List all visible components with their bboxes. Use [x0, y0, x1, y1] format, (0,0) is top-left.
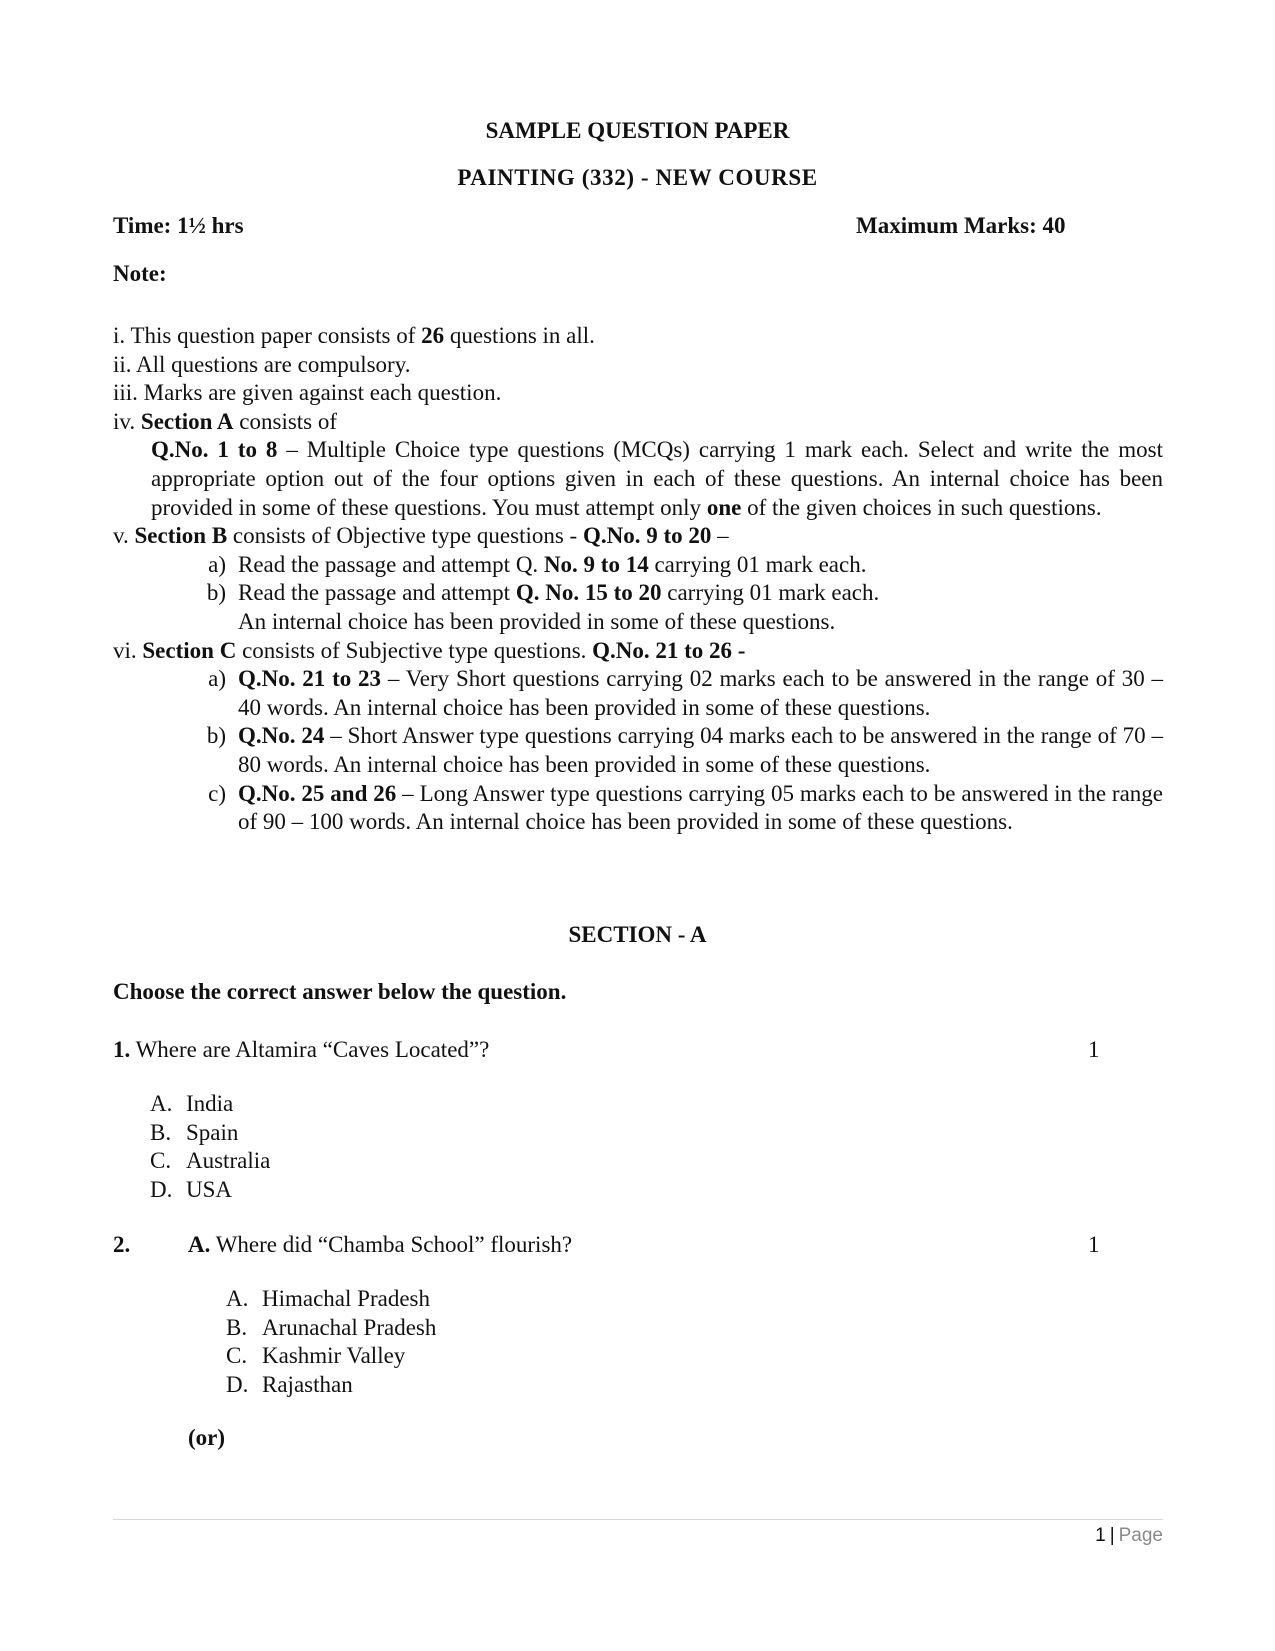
instructions-list [113, 322, 1163, 837]
note-iii: iii. Marks are given against each question. [113, 380, 502, 406]
note-vi: vi. Section C consists of Subjective type questions. Q.No. 21 to 26 - [113, 637, 746, 663]
question-2: A. Where did “Chamba School” flourish? [188, 1232, 573, 1257]
question-1-options [150, 1090, 270, 1205]
option: A. India [150, 1091, 234, 1116]
option: D. Rajasthan [226, 1372, 353, 1398]
note-vi-c: c) Q.No. 25 and 26 – Long Answer type questions carrying 05 marks each to be answered in the range of 90 – 100 words. An internal choice has been provided in some of these questions. [208, 780, 1163, 835]
page-label: Page [1118, 1525, 1163, 1546]
option: B. Arunachal Pradesh [226, 1314, 437, 1340]
note-v-a: a) Read the passage and attempt Q. No. 9 to 14 carrying 01 mark each. [208, 551, 867, 577]
page-footer [1095, 1525, 1163, 1547]
question-1-marks: 1 [1088, 1037, 1100, 1062]
question-1: 1. Where are Altamira “Caves Located”? [113, 1037, 490, 1062]
option: D. USA [150, 1177, 233, 1203]
section-a-heading: SECTION - A [568, 922, 707, 947]
option: A. Himachal Pradesh [226, 1286, 430, 1311]
option: B. Spain [150, 1119, 239, 1145]
note-v-b: b) Read the passage and attempt Q. No. 15 to 20 carrying 01 mark each. An internal choice has been provided in some of these questions. [206, 580, 880, 634]
maximum-marks: Maximum Marks: 40 [856, 213, 1066, 238]
paper-title: SAMPLE QUESTION PAPER [485, 118, 790, 143]
note-heading: Note: [113, 261, 167, 286]
question-2-options [226, 1285, 436, 1400]
footer-divider [113, 1519, 1163, 1520]
option: C. Australia [150, 1148, 271, 1174]
question-2-marks: 1 [1088, 1232, 1100, 1257]
note-iv-detail: Q.No. 1 to 8 – Multiple Choice type questions (MCQs) carrying 1 mark each. Select and write the most appropriate option out of the four options given in each of these questions. An internal choice has been provided in some of these questions. You must attempt only one of the given choices in such questions. [151, 437, 1163, 520]
note-v: v. Section B consists of Objective type questions - Q.No. 9 to 20 – [113, 523, 729, 549]
note-ii: ii. All questions are compulsory. [113, 351, 411, 377]
section-instruction: Choose the correct answer below the question. [113, 979, 567, 1004]
time-allowed: Time: 1½ hrs [113, 213, 244, 238]
note-i: i. This question paper consists of 26 questions in all. [113, 323, 595, 348]
option: C. Kashmir Valley [226, 1343, 406, 1369]
page-number: 1 [1095, 1525, 1106, 1546]
question-2-number: 2. [113, 1232, 131, 1257]
note-iv: iv. Section A consists of [113, 408, 338, 434]
note-vi-a: a) Q.No. 21 to 23 – Very Short questions carrying 02 marks each to be answered in the range of 30 – 40 words. An internal choice has been provided in some of these questions. [208, 666, 1163, 720]
footer-separator: | [1109, 1525, 1115, 1546]
paper-subtitle: PAINTING (332) - NEW COURSE [457, 165, 818, 190]
note-vi-b: b) Q.No. 24 – Short Answer type questions carrying 04 marks each to be answered in the range of 70 – 80 words. An internal choice has been provided in some of these questions. [206, 723, 1163, 777]
or-separator: (or) [188, 1425, 226, 1450]
